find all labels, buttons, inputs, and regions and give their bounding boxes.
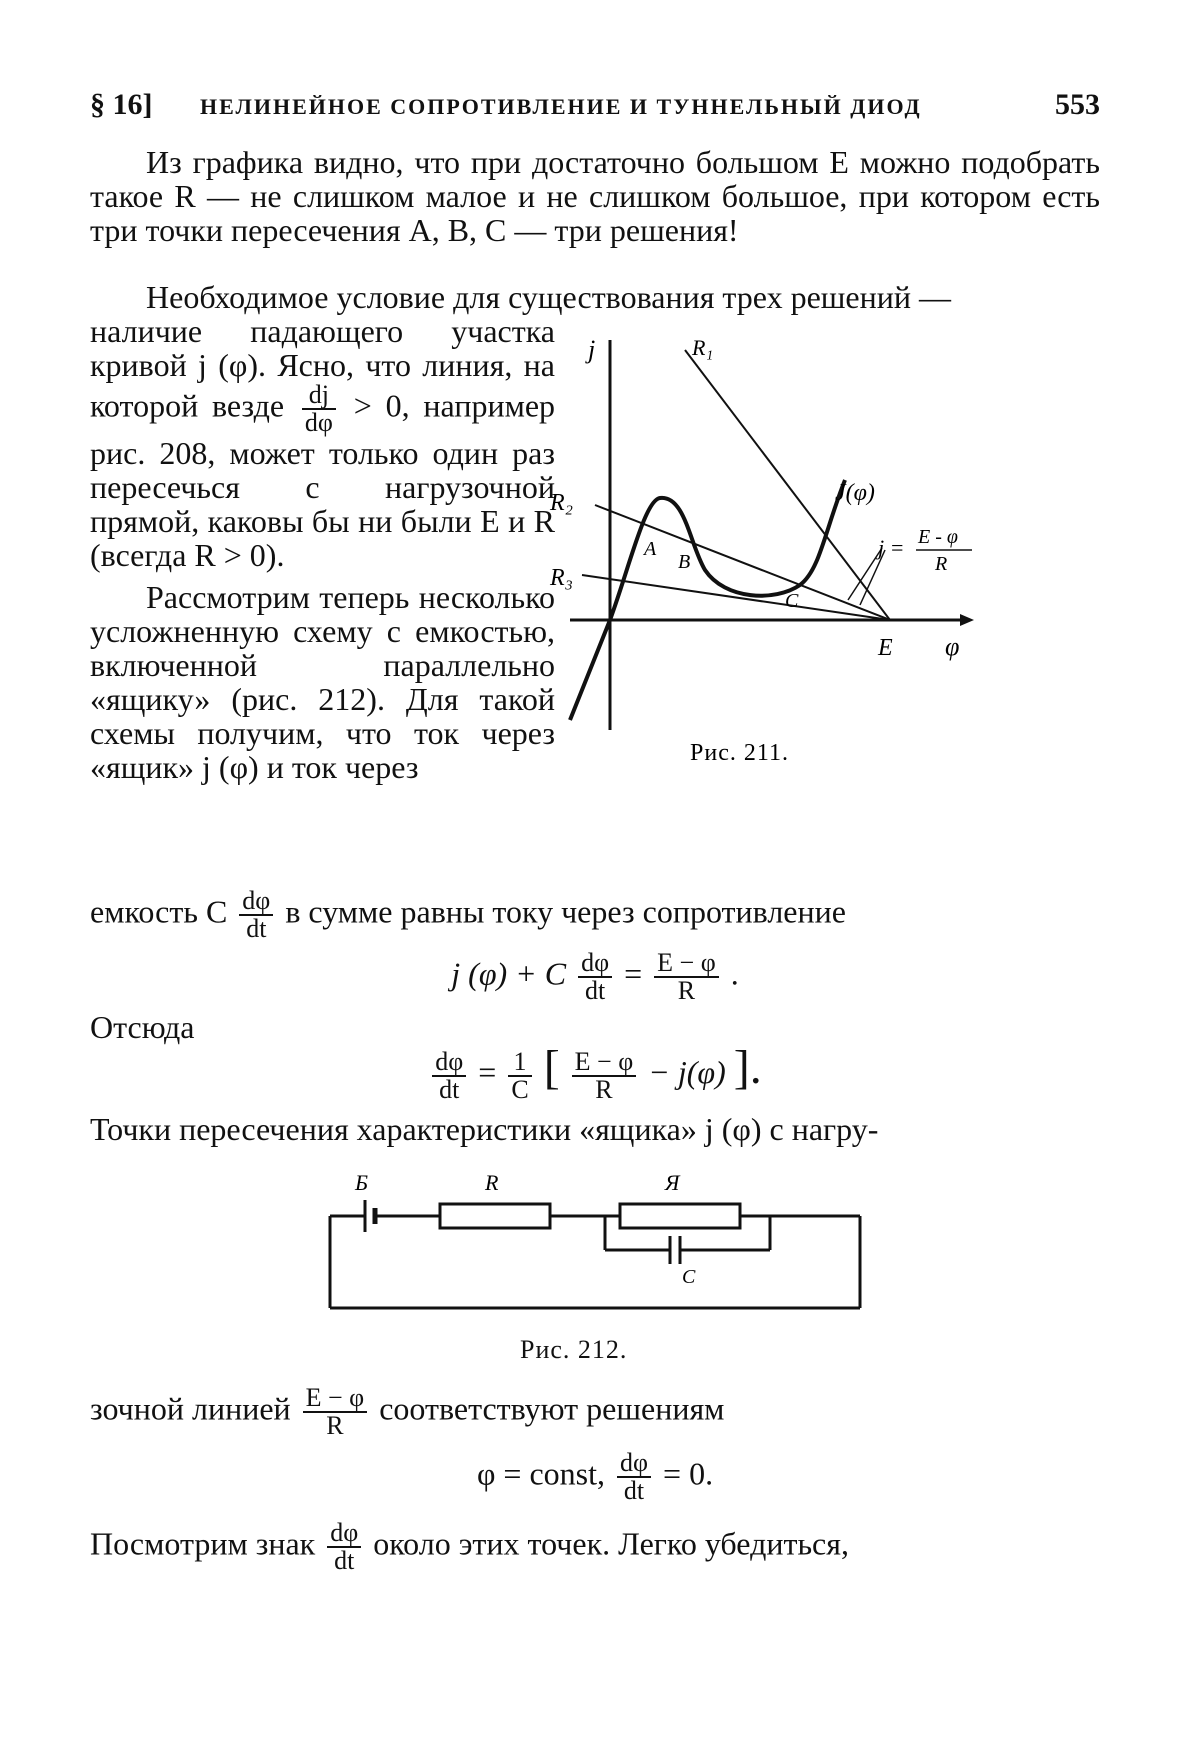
- text-okolo: около этих точек. Легко убедиться,: [373, 1525, 849, 1562]
- fraction-numerator: dj: [302, 382, 336, 410]
- box-ya: [620, 1204, 740, 1228]
- eq2-bracket-open: [: [543, 1041, 560, 1094]
- eq2-fraction-dphi-dt: [432, 1046, 466, 1104]
- fraction-denominator: dt: [439, 1074, 460, 1104]
- label-load-j: j =: [878, 535, 905, 560]
- paragraph-3-continuation: [90, 888, 1100, 942]
- paragraph-2-line-1: Необходимое условие для существования трех решений —: [146, 279, 951, 315]
- fraction-numerator: 1: [508, 1049, 531, 1077]
- label-b: B: [678, 551, 691, 573]
- label-c: C: [785, 590, 799, 612]
- load-line-r3: [582, 575, 890, 620]
- label-e: E: [878, 635, 893, 661]
- fraction-denominator: dt: [246, 914, 267, 943]
- paragraph-4: Точки пересечения характеристики «ящика» j (φ) с нагру-: [90, 1111, 879, 1147]
- fraction-numerator: E − φ: [303, 1385, 368, 1413]
- fraction-dphi-dt: [239, 888, 273, 942]
- label-load-den: R: [935, 553, 948, 575]
- label-load-num: E - φ: [918, 526, 958, 548]
- fraction-denominator: dt: [623, 1476, 645, 1505]
- text-emkost: емкость C: [90, 893, 228, 930]
- label-curve: J(φ): [835, 480, 875, 506]
- eq1-equals: =: [624, 955, 643, 992]
- equation-1: [90, 950, 1100, 1004]
- eq2-tail: − j(φ): [648, 1054, 726, 1090]
- eq3-fraction-dphi-dt: [617, 1450, 651, 1504]
- figure-211: [550, 330, 1100, 790]
- label-r1: R₁: [692, 335, 714, 360]
- paragraph-1: Из графика видно, что при достаточно большом E можно подобрать такое R — не слишком малое и не слишком большое, при котором есть три точки пересечения A, B, C — три решения!: [90, 144, 1100, 248]
- paragraph-6: [90, 1520, 1100, 1574]
- section-number: § 16]: [90, 88, 153, 121]
- eq2-bracket-close: ].: [733, 1041, 762, 1094]
- fraction-numerator: dφ: [432, 1049, 466, 1077]
- equation-2: [90, 1040, 1100, 1103]
- figure-212: [320, 1168, 880, 1348]
- fraction-dphi-dt: [327, 1520, 361, 1574]
- eq2-fraction-1-c: [508, 1046, 531, 1104]
- fraction-numerator: E − φ: [572, 1049, 637, 1077]
- fraction-numerator: dφ: [617, 1450, 651, 1478]
- eq2-equals: =: [478, 1054, 497, 1090]
- fraction-denominator: dt: [334, 1546, 355, 1575]
- label-a: A: [644, 538, 657, 560]
- fraction-denominator: dφ: [304, 408, 333, 437]
- text-sootvetstvuyut: соответствуют решениям: [379, 1390, 725, 1427]
- figure-211-caption: Рис. 211.: [690, 740, 789, 766]
- paragraph-2-text-b: > 0, например рис. 208, может только один раз пересечься с нагрузочной прямой, каковы бы ни были E и R (всегда R > 0).: [90, 387, 556, 573]
- eq1-fraction-dphi-dt: [578, 950, 612, 1004]
- label-battery: Б: [355, 1170, 368, 1195]
- label-capacitor: C: [682, 1266, 696, 1288]
- fraction-denominator: R: [326, 1411, 344, 1440]
- fraction-denominator: R: [677, 976, 696, 1005]
- figure-212-caption: Рис. 212.: [520, 1335, 628, 1364]
- eq2-fraction-load: [572, 1046, 637, 1104]
- fraction-denominator: dt: [585, 976, 606, 1005]
- phi-axis-arrow: [960, 614, 974, 626]
- label-box: Я: [665, 1170, 680, 1195]
- eq1-period: .: [730, 955, 739, 992]
- fraction-numerator: dφ: [239, 888, 273, 916]
- label-phi: φ: [945, 632, 960, 661]
- word-otsyuda: Отсюда: [90, 1009, 195, 1045]
- fraction-numerator: dφ: [578, 950, 612, 978]
- page-number: 553: [1055, 88, 1100, 121]
- fraction-dj-dphi: [302, 382, 336, 436]
- text-zochnoy-liniey: зочной линией: [90, 1390, 291, 1427]
- equation-3: [90, 1450, 1100, 1504]
- fraction-numerator: E − φ: [654, 950, 719, 978]
- text-posmotrim: Посмотрим знак: [90, 1525, 316, 1562]
- resistor-r: [440, 1204, 550, 1228]
- text-v-summe: в сумме равны току через сопротивление: [285, 893, 846, 930]
- fraction-denominator: C: [511, 1074, 529, 1104]
- paragraph-5: [90, 1385, 1100, 1439]
- eq1-left: j (φ) + C: [451, 955, 567, 992]
- fraction-load: [303, 1385, 368, 1439]
- paragraph-2-body: [90, 314, 555, 572]
- label-j: j: [588, 335, 596, 364]
- label-r2: R₂: [550, 490, 574, 516]
- paragraph-3: Рассмотрим теперь несколько усложненную схему с емкостью, включенной параллельно «ящику» (рис. 212). Для такой схемы получим, что ток через «ящик» j (φ) и ток через: [90, 579, 555, 785]
- eq3-equals-zero: = 0.: [663, 1455, 714, 1492]
- fraction-denominator: R: [595, 1074, 613, 1104]
- running-title: НЕЛИНЕЙНОЕ СОПРОТИВЛЕНИЕ И ТУННЕЛЬНЫЙ ДИОД: [200, 94, 922, 119]
- eq3-phi-const: φ = const,: [476, 1455, 605, 1492]
- eq1-fraction-load: [654, 950, 719, 1004]
- fraction-numerator: dφ: [327, 1520, 361, 1548]
- running-header: [90, 88, 1100, 128]
- paragraph-2-text-a: наличие падающего участка кривой j (φ). Ясно, что линия, на которой везде: [90, 313, 555, 424]
- label-resistor: R: [485, 1170, 499, 1195]
- label-r3: R₃: [550, 565, 574, 591]
